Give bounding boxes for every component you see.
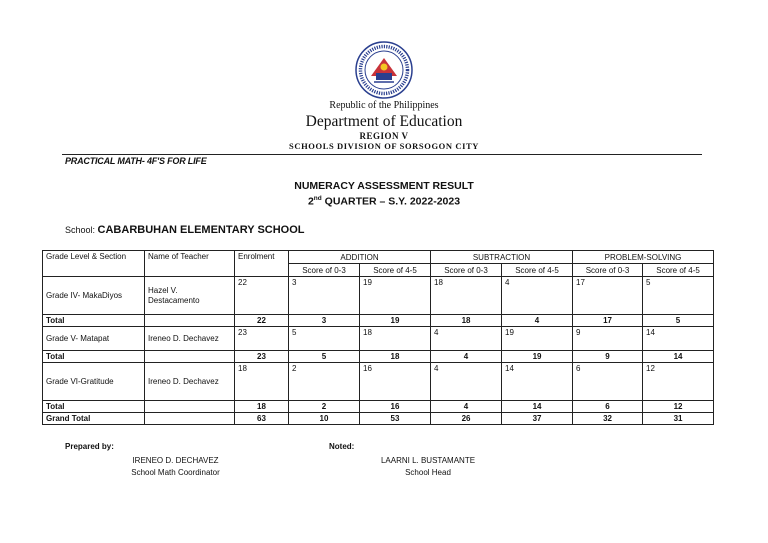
enrolment-cell: 23: [235, 327, 289, 351]
total-add-low: 2: [289, 401, 360, 413]
total-row: [43, 401, 714, 413]
total-sub-low: 4: [431, 351, 502, 363]
add-high-cell: 16: [360, 363, 431, 401]
teacher-cell: Ireneo D. Dechavez: [145, 363, 235, 401]
grade-cell: Grade IV- MakaDiyos: [43, 277, 145, 315]
grand-ps-high: 31: [643, 413, 714, 425]
noted-label: Noted:: [329, 442, 355, 451]
enrolment-cell: 18: [235, 363, 289, 401]
total-label: Total: [43, 401, 145, 413]
total-enrolment: 23: [235, 351, 289, 363]
table-row: [43, 327, 714, 351]
total-row: [43, 315, 714, 327]
sub-high-cell: 4: [502, 277, 573, 315]
total-ps-high: 12: [643, 401, 714, 413]
grand-total-row: [43, 413, 714, 425]
prepared-name: IRENEO D. DECHAVEZ: [132, 456, 219, 465]
total-enrolment: 22: [235, 315, 289, 327]
header-score-low: Score of 0-3: [289, 264, 360, 277]
sub-high-cell: 19: [502, 327, 573, 351]
enrolment-cell: 22: [235, 277, 289, 315]
noted-role: School Head: [405, 468, 451, 477]
table-row: [43, 363, 714, 401]
grand-sub-low: 26: [431, 413, 502, 425]
deped-seal-icon: [354, 40, 414, 100]
prepared-role: School Math Coordinator: [131, 468, 220, 477]
school-label: School:: [65, 225, 96, 235]
total-add-high: 16: [360, 401, 431, 413]
prepared-by-label: Prepared by:: [65, 442, 114, 451]
header-score-low: Score of 0-3: [431, 264, 502, 277]
add-high-cell: 18: [360, 327, 431, 351]
total-add-high: 19: [360, 315, 431, 327]
grand-add-low: 10: [289, 413, 360, 425]
total-ps-high: 5: [643, 315, 714, 327]
grand-sub-high: 37: [502, 413, 573, 425]
total-enrolment: 18: [235, 401, 289, 413]
sub-low-cell: 4: [431, 363, 502, 401]
sub-high-cell: 14: [502, 363, 573, 401]
department-title: Department of Education: [305, 113, 463, 130]
total-row: [43, 351, 714, 363]
header-divider: [62, 154, 702, 155]
republic-label: Republic of the Philippines: [329, 100, 439, 111]
header-problem-solving: PROBLEM-SOLVING: [573, 251, 714, 264]
subject-label: PRACTICAL MATH- 4F'S FOR LIFE: [65, 156, 207, 166]
school-name: CABARBUHAN ELEMENTARY SCHOOL: [97, 224, 305, 236]
region-label: REGION V: [359, 131, 409, 141]
add-low-cell: 3: [289, 277, 360, 315]
total-ps-low: 6: [573, 401, 643, 413]
add-high-cell: 19: [360, 277, 431, 315]
add-low-cell: 5: [289, 327, 360, 351]
ps-high-cell: 14: [643, 327, 714, 351]
header-teacher: Name of Teacher: [145, 251, 235, 277]
total-ps-high: 14: [643, 351, 714, 363]
teacher-cell: Hazel V. Destacamento: [145, 277, 235, 315]
ps-low-cell: 9: [573, 327, 643, 351]
header-score-high: Score of 4-5: [502, 264, 573, 277]
total-sub-high: 4: [502, 315, 573, 327]
sub-low-cell: 4: [431, 327, 502, 351]
grand-add-high: 53: [360, 413, 431, 425]
header-score-high: Score of 4-5: [643, 264, 714, 277]
sub-low-cell: 18: [431, 277, 502, 315]
total-ps-low: 9: [573, 351, 643, 363]
total-label: Total: [43, 351, 145, 363]
total-sub-high: 19: [502, 351, 573, 363]
grand-enrolment: 63: [235, 413, 289, 425]
ps-low-cell: 17: [573, 277, 643, 315]
grade-cell: Grade VI-Gratitude: [43, 363, 145, 401]
noted-name: LAARNI L. BUSTAMANTE: [380, 456, 476, 465]
header-score-high: Score of 4-5: [360, 264, 431, 277]
total-add-low: 5: [289, 351, 360, 363]
total-sub-high: 14: [502, 401, 573, 413]
assessment-table: [42, 250, 714, 425]
ps-high-cell: 5: [643, 277, 714, 315]
header-grade: Grade Level & Section: [43, 251, 145, 277]
total-sub-low: 18: [431, 315, 502, 327]
grade-cell: Grade V- Matapat: [43, 327, 145, 351]
header-enrolment: Enrolment: [235, 251, 289, 277]
teacher-cell: Ireneo D. Dechavez: [145, 327, 235, 351]
total-label: Total: [43, 315, 145, 327]
add-low-cell: 2: [289, 363, 360, 401]
total-add-high: 18: [360, 351, 431, 363]
division-label: SCHOOLS DIVISION OF SORSOGON CITY: [289, 141, 479, 151]
ps-low-cell: 6: [573, 363, 643, 401]
total-ps-low: 17: [573, 315, 643, 327]
ps-high-cell: 12: [643, 363, 714, 401]
header-score-low: Score of 0-3: [573, 264, 643, 277]
grand-total-label: Grand Total: [43, 413, 145, 425]
grand-ps-low: 32: [573, 413, 643, 425]
header-subtraction: SUBTRACTION: [431, 251, 573, 264]
report-title: NUMERACY ASSESSMENT RESULT: [294, 180, 474, 192]
total-add-low: 3: [289, 315, 360, 327]
header-addition: ADDITION: [289, 251, 431, 264]
school-line: [65, 224, 305, 236]
total-sub-low: 4: [431, 401, 502, 413]
table-row: [43, 277, 714, 315]
report-quarter: 2nd QUARTER – S.Y. 2022-2023: [307, 195, 461, 208]
